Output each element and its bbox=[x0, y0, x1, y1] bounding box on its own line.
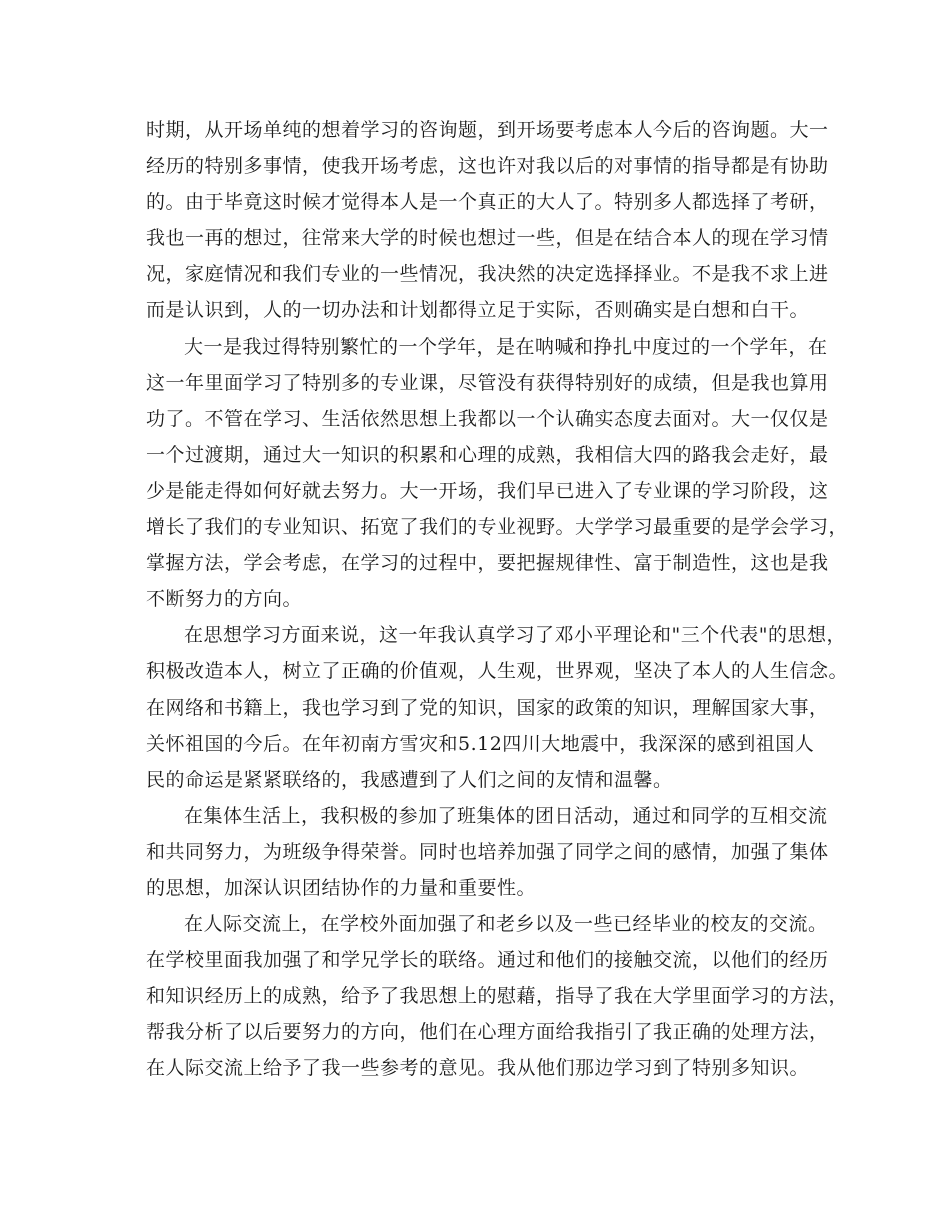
text-line: 关怀祖国的今后。在年初南方雪灾和5.12四川大地震中，我深深的感到祖国人 bbox=[146, 732, 815, 755]
text-line: 一个过渡期，通过大一知识的积累和心理的成熟，我相信大四的路我会走好，最 bbox=[146, 443, 829, 466]
text-line: 时期，从开场单纯的想着学习的咨询题，到开场要考虑本人今后的咨询题。大一 bbox=[146, 119, 829, 141]
text-line: 在思想学习方面来说，这一年我认真学习了邓小平理论和"三个代表"的思想， bbox=[184, 624, 846, 647]
document-body bbox=[146, 112, 849, 1087]
text-line: 积极改造本人，树立了正确的价值观，人生观，世界观，坚决了本人的人生信念。 bbox=[146, 660, 849, 683]
text-line: 功了。不管在学习、生活依然思想上我都以一个认确实态度去面对。大一仅仅是 bbox=[146, 407, 829, 430]
text-line: 的思想，加深认识团结协作的力量和重要性。 bbox=[146, 876, 537, 899]
text-line: 少是能走得如何好就去努力。大一开场，我们早已进入了专业课的学习阶段，这 bbox=[146, 479, 829, 502]
text-line: 在集体生活上，我积极的参加了班集体的团日活动，通过和同学的互相交流 bbox=[184, 804, 828, 827]
text-line: 的。由于毕竟这时候才觉得本人是一个真正的大人了。特别多人都选择了考研， bbox=[146, 191, 829, 214]
paragraph bbox=[146, 112, 829, 329]
text-line: 在学校里面我加强了和学兄学长的联络。通过和他们的接触交流，以他们的经历 bbox=[146, 949, 829, 972]
text-line: 和共同努力，为班级争得荣誉。同时也培养加强了同学之间的感情，加强了集体 bbox=[146, 840, 829, 863]
text-line: 况，家庭情况和我们专业的一些情况，我决然的决定选择择业。不是我不求上进 bbox=[146, 263, 829, 286]
paragraph bbox=[146, 329, 849, 618]
text-line: 不断努力的方向。 bbox=[146, 588, 303, 611]
text-line: 掌握方法，学会考虑，在学习的过程中，要把握规律性、富于制造性，这也是我 bbox=[146, 552, 829, 575]
paragraph bbox=[146, 798, 829, 906]
text-line: 在网络和书籍上，我也学习到了党的知识，国家的政策的知识，理解国家大事， bbox=[146, 696, 829, 719]
paragraph bbox=[146, 617, 849, 797]
text-line: 经历的特别多事情，使我开场考虑，这也许对我以后的对事情的指导都是有协助 bbox=[146, 155, 829, 178]
text-line: 我也一再的想过，往常来大学的时候也想过一些，但是在结合本人的现在学习情 bbox=[146, 227, 829, 250]
text-line: 增长了我们的专业知识、拓宽了我们的专业视野。大学学习最重要的是学会学习， bbox=[146, 516, 849, 539]
text-line: 帮我分析了以后要努力的方向，他们在心理方面给我指引了我正确的处理方法， bbox=[146, 1021, 829, 1044]
paragraph bbox=[146, 906, 849, 1086]
text-line: 大一是我过得特别繁忙的一个学年，是在呐喊和挣扎中度过的一个学年，在 bbox=[184, 335, 828, 358]
text-line: 在人际交流上给予了我一些参考的意见。我从他们那边学习到了特别多知识。 bbox=[146, 1057, 810, 1080]
text-line: 民的命运是紧紧联络的，我感遭到了人们之间的友情和温馨。 bbox=[146, 768, 673, 791]
text-line: 和知识经历上的成熟，给予了我思想上的慰藉，指导了我在大学里面学习的方法， bbox=[146, 985, 849, 1008]
text-line: 在人际交流上，在学校外面加强了和老乡以及一些已经毕业的校友的交流。 bbox=[184, 913, 828, 936]
text-line: 而是认识到，人的一切办法和计划都得立足于实际，否则确实是白想和白干。 bbox=[146, 299, 810, 322]
text-line: 这一年里面学习了特别多的专业课，尽管没有获得特别好的成绩，但是我也算用 bbox=[146, 371, 829, 394]
